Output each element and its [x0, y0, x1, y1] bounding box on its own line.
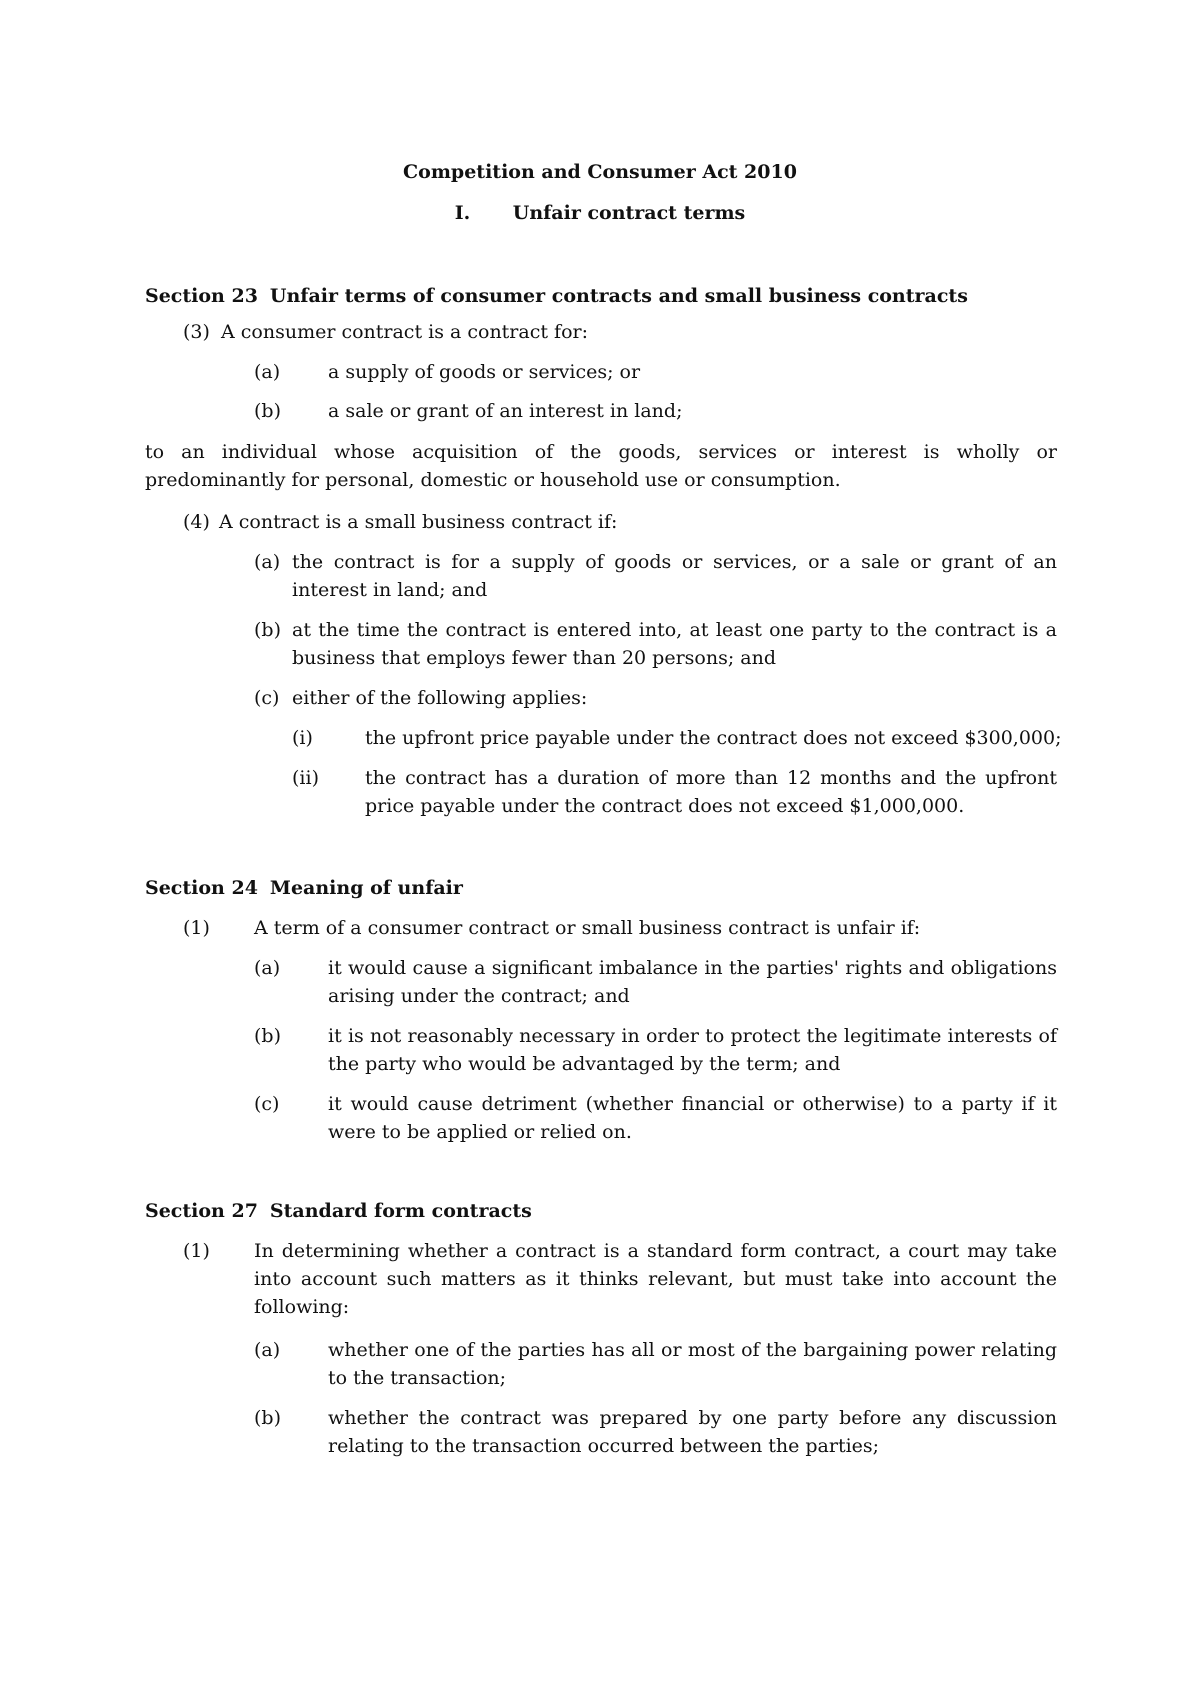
s27-p1-label: (1) — [183, 1240, 210, 1262]
section-24-label: Section 24 — [145, 877, 258, 899]
s24-pb-label: (b) — [254, 1025, 281, 1047]
s24-p1-label: (1) — [183, 917, 210, 939]
section-24-name: Meaning of unfair — [269, 877, 463, 899]
s23-p4ci-text: the upfront price payable under the contract does not exceed $300,000; — [365, 727, 1062, 749]
s23-p4c-text: either of the following applies: — [292, 687, 588, 709]
s23-p4a-text: the contract is for a supply of goods or services, or a sale or grant of an interest in land; and — [292, 551, 1057, 601]
section-24-heading — [145, 876, 463, 900]
s23-p3b-text: a sale or grant of an interest in land; — [328, 400, 683, 422]
section-27-label: Section 27 — [145, 1200, 258, 1222]
part-number: I. — [454, 202, 471, 224]
s27-pa-text: whether one of the parties has all or most of the bargaining power relating to the transaction; — [328, 1339, 1057, 1389]
s24-pc-text: it would cause detriment (whether financial or otherwise) to a party if it were to be applied or relied on. — [328, 1093, 1057, 1143]
s23-p4a-label: (a) — [254, 551, 281, 573]
s27-pb-text: whether the contract was prepared by one party before any discussion relating to the transaction occurred between the parties; — [328, 1407, 1057, 1457]
s24-p1-text: A term of a consumer contract or small business contract is unfair if: — [254, 917, 921, 939]
s23-p3-text: A consumer contract is a contract for: — [221, 321, 588, 343]
section-27-name: Standard form contracts — [269, 1200, 532, 1222]
section-23-heading — [145, 284, 968, 308]
s23-p4c-label: (c) — [254, 687, 280, 709]
s23-p4b-label: (b) — [254, 619, 281, 641]
s27-p1-text: In determining whether a contract is a standard form contract, a court may take into account such matters as it thinks relevant, but must take into account the following: — [254, 1240, 1057, 1318]
s27-pa-label: (a) — [254, 1339, 281, 1361]
s23-p4ci-label: (i) — [292, 727, 313, 749]
s23-p4cii-label: (ii) — [292, 767, 319, 789]
s24-pc-label: (c) — [254, 1093, 280, 1115]
s23-p3-label: (3) — [183, 321, 210, 343]
section-27-heading — [145, 1199, 532, 1223]
s24-pa-text: it would cause a significant imbalance in the parties' rights and obligations arising under the contract; and — [328, 957, 1057, 1007]
s24-pa-label: (a) — [254, 957, 281, 979]
s23-p4cii-text: the contract has a duration of more than 12 months and the upfront price payable under the contract does not exceed $1,000,000. — [365, 767, 1057, 817]
s23-p3a-text: a supply of goods or services; or — [328, 361, 641, 383]
s23-p4-label: (4) — [183, 511, 210, 533]
s23-p3-tail: to an individual whose acquisition of the goods, services or interest is wholly or predominantly for personal, domestic or household use or consumption. — [145, 441, 1057, 491]
s24-pb-text: it is not reasonably necessary in order to protect the legitimate interests of the party who would be advantaged by the term; and — [328, 1025, 1057, 1075]
s23-p3b-label: (b) — [254, 400, 281, 422]
s23-p4-text: A contract is a small business contract if: — [219, 511, 618, 533]
s27-pb-label: (b) — [254, 1407, 281, 1429]
part-heading — [0, 201, 1200, 225]
s23-p4b-text: at the time the contract is entered into, at least one party to the contract is a business that employs fewer than 20 persons; and — [292, 619, 1057, 669]
document-title: Competition and Consumer Act 2010 — [403, 161, 797, 183]
section-23-name: Unfair terms of consumer contracts and small business contracts — [269, 285, 968, 307]
s23-p3a-label: (a) — [254, 361, 281, 383]
section-23-label: Section 23 — [145, 285, 258, 307]
part-title: Unfair contract terms — [512, 202, 746, 224]
